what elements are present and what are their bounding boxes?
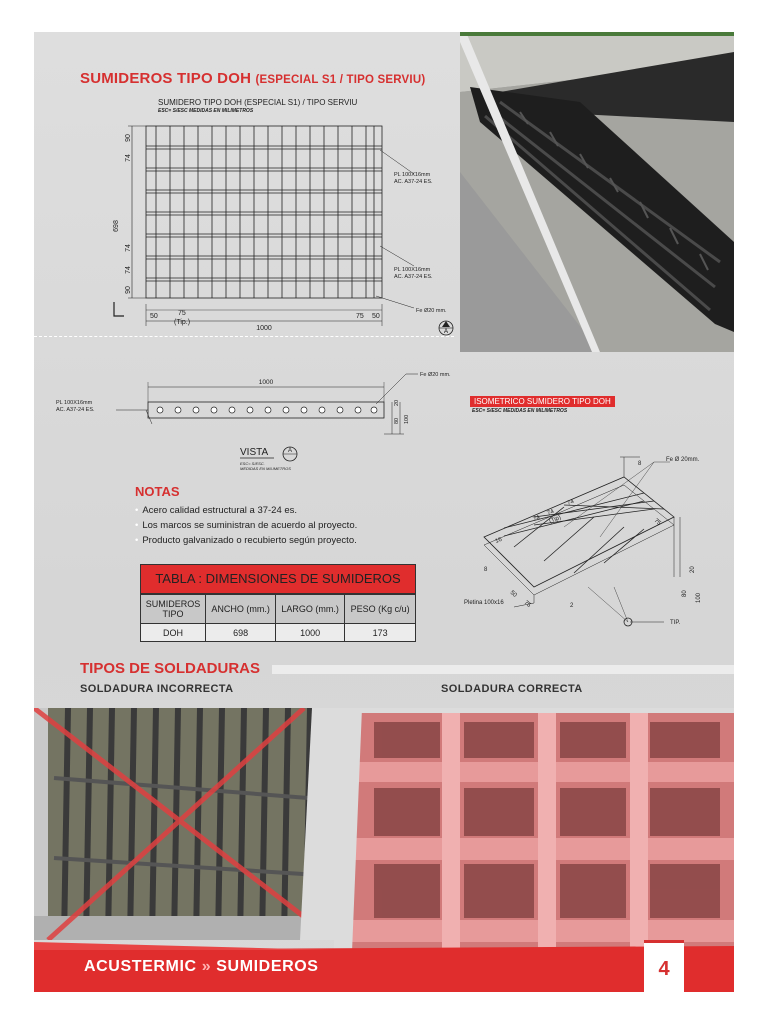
iso-d74b: 74 [546,508,555,517]
plan-dim-74b: 74 [125,244,132,252]
elevation-dim-20: 20 [394,399,400,406]
iso-tipp: (Tip) [548,514,562,525]
note-item: • Acero calidad estructural a 37-24 es. [135,503,357,518]
note-item: • Producto galvanizado o recubierto según proyecto. [135,533,357,548]
elevation-fe-label: Fe Ø20 mm. [420,372,451,378]
iso-d8a: 8 [638,461,642,467]
plan-dim-90b: 90 [125,286,132,294]
elevation-dim-80: 80 [394,417,400,424]
page-title [80,70,425,87]
table-row [141,624,416,642]
notes-title: NOTAS [135,484,180,499]
iso-d8b: 8 [484,567,488,573]
vista-scale: ESC= S/ESC. [240,461,265,466]
table-header: SUMIDEROS TIPO [141,595,206,624]
footer-title [84,958,319,976]
vista-label-group [240,447,297,471]
elevation-pl-label-b: AC. A37-24 ES. [56,407,95,413]
section-divider [34,336,454,337]
table-header: ANCHO (mm.) [206,595,276,624]
footer-section: SUMIDEROS [216,958,319,975]
installed-drain-photo [460,32,734,352]
isometric-drawing [444,417,704,632]
iso-d50: 50 [508,589,518,599]
correct-weld-photo [334,708,734,952]
table-title: TABLA : DIMENSIONES DE SUMIDEROS [140,564,416,594]
isometric-title: ISOMETRICO SUMIDERO TIPO DOH [470,396,615,407]
isometric-scale: ESC= S/ESC MEDIDAS EN MILIMETROS [472,408,568,414]
section-rule [272,665,734,674]
footer-arrows-icon: » [201,958,212,975]
table-cell: 698 [206,624,276,642]
iso-fe-label: Fe Ø 20mm. [666,457,700,463]
notes-list [135,503,357,548]
plan-dim-width: 1000 [256,325,272,332]
elevation-dim-100: 100 [404,414,410,424]
plan-dim-75b: 75 [356,313,364,320]
vista-marker: A [287,448,293,454]
dimensions-table [140,564,416,642]
table-cell: 1000 [276,624,345,642]
footer-brand: ACUSTERMIC [84,958,197,975]
elevation-pl-label: PL 100X16mm [56,400,93,406]
iso-d2: 2 [570,603,574,609]
table-header: PESO (Kg c/u) [345,595,416,624]
iso-d75: 75 [652,517,662,527]
elevation-view-drawing [34,362,474,472]
plan-dim-90a: 90 [125,134,132,142]
iso-d74c: 74 [566,498,575,507]
table-header: LARGO (mm.) [276,595,345,624]
page [34,32,734,992]
vista-label: VISTA [240,447,269,458]
iso-d100: 100 [696,592,702,603]
iso-d16: 16 [494,536,503,545]
plan-view-drawing [94,116,454,336]
plan-dim-50b: 50 [372,313,380,320]
title-main-text: SUMIDEROS TIPO DOH [80,70,252,87]
table-cell: DOH [141,624,206,642]
iso-d75b: 75 [522,599,532,609]
iso-d80: 80 [682,590,688,597]
iso-d20: 20 [690,566,696,573]
correct-weld-label: SOLDADURA CORRECTA [441,683,583,695]
plan-drawing-scale: ESC= S/ESC MEDIDAS EN MILIMETROS [158,108,254,114]
plan-dim-height: 698 [113,220,120,232]
iso-platina: Pletina 100x16 [464,600,504,606]
title-sub-text: (ESPECIAL S1 / TIPO SERVIU) [255,74,426,86]
table-cell: 173 [345,624,416,642]
incorrect-weld-photo [34,708,334,940]
incorrect-weld-label: SOLDADURA INCORRECTA [80,683,234,695]
iso-tip: TIP. [670,620,681,626]
plan-callout-2: PL 100X16mm [394,267,431,273]
vista-scale-b: MEDIDAS EN MILIMETROS [240,466,291,471]
plan-callout-1b: AC. A37-24 ES. [394,179,433,185]
plan-callout-1: PL 100X16mm [394,172,431,178]
iso-d74a: 74 [532,514,541,523]
plan-dim-74c: 74 [125,266,132,274]
plan-callout-2b: AC. A37-24 ES. [394,274,433,280]
plan-dim-tip: (Tip.) [174,319,191,326]
plan-dim-74a: 74 [125,154,132,162]
page-number: 4 [644,940,684,992]
note-item: • Los marcos se suministran de acuerdo al proyecto. [135,518,357,533]
elevation-dim-width: 1000 [258,379,274,386]
grate-horizontal-plates [146,146,382,281]
plan-callout-3: Fe Ø20 mm. [416,308,447,314]
plan-section-marker: A [443,329,449,335]
plan-dim-50a: 50 [150,313,158,320]
plan-drawing-title: SUMIDERO TIPO DOH (ESPECIAL S1) / TIPO SERVIU [158,98,358,107]
plan-dim-75a: 75 [178,310,186,317]
welds-section-title: TIPOS DE SOLDADURAS [80,660,261,677]
